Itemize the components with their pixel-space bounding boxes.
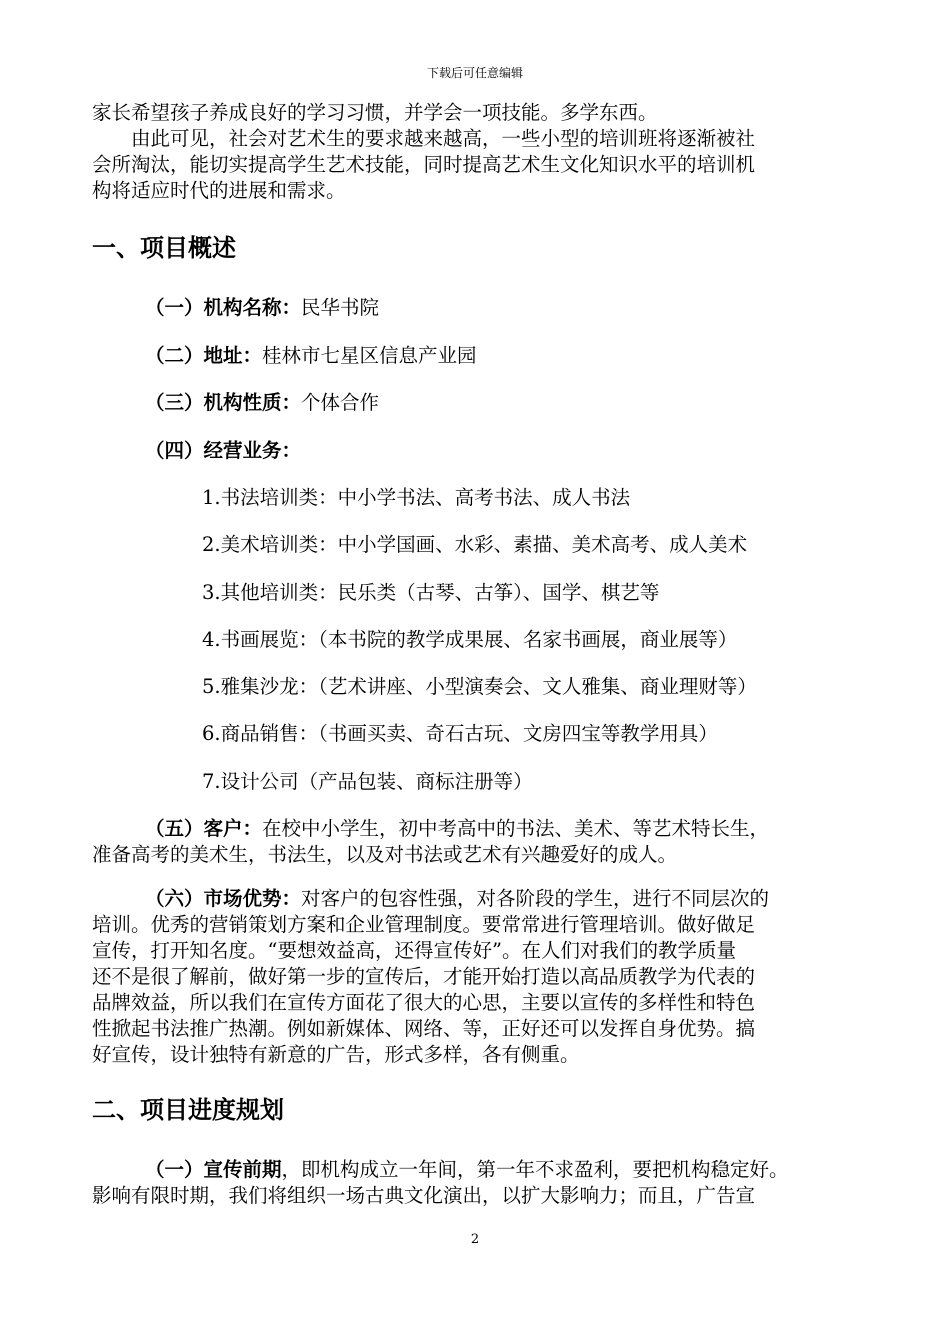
item-early-promo-line-2: 影响有限时期，我们将组织一场古典文化演出，以扩大影响力；而且，广告宣 [92, 1184, 756, 1207]
intro-line-2: 由此可见，社会对艺术生的要求越来越高，一些小型的培训班将逐渐被社 [92, 127, 756, 150]
intro-line-3: 会所淘汰，能切实提高学生艺术技能，同时提高艺术生文化知识水平的培训机 [92, 153, 756, 176]
item-business-label: （四）经营业务： [145, 439, 302, 462]
intro-line-1: 家长希望孩子养成良好的学习习惯，并学会一项技能。多学东西。 [92, 101, 658, 124]
item-clients-text: 在校中小学生，初中考高中的书法、美术、等艺术特长生， [262, 817, 770, 840]
business-item: 6.商品销售：（书画买卖、奇石古玩、文房四宝等教学用具） [202, 722, 718, 745]
page-header: 下载后可任意编辑 [426, 66, 523, 80]
item-advantage-line-1 [92, 886, 862, 912]
item-clients-line-1 [92, 816, 862, 842]
intro-line-4: 构将适应时代的进展和需求。 [92, 179, 346, 202]
item-address-label: （二）地址： [145, 344, 263, 367]
item-org-name-value: 民华书院 [301, 296, 380, 319]
item-clients-label: （五）客户： [145, 817, 263, 840]
business-item: 3.其他培训类：民乐类（古琴、古筝）、国学、棋艺等 [202, 581, 660, 604]
item-early-promo-label: （一）宣传前期 [145, 1158, 282, 1181]
item-business [145, 438, 301, 464]
item-early-promo-text: ，即机构成立一年间，第一年不求盈利，要把机构稳定好。 [281, 1158, 789, 1181]
item-clients-line-2: 准备高考的美术生，书法生，以及对书法或艺术有兴趣爱好的成人。 [92, 843, 678, 866]
item-advantage-line: 性掀起书法推广热潮。例如新媒体、网络、等，正好还可以发挥自身优势。搞 [92, 1017, 756, 1040]
item-advantage-line: 品牌效益，所以我们在宣传方面花了很大的心思，主要以宣传的多样性和特色 [92, 991, 756, 1014]
business-item: 1.书法培训类：中小学书法、高考书法、成人书法 [202, 486, 631, 509]
item-org-name [145, 295, 379, 321]
business-item: 5.雅集沙龙：（艺术讲座、小型演奏会、文人雅集、商业理财等） [202, 675, 757, 698]
item-advantage-text: 对客户的包容性强，对各阶段的学生，进行不同层次的 [301, 887, 770, 910]
item-advantage-line: 还不是很了解前，做好第一步的宣传后，才能开始打造以高品质教学为代表的 [92, 965, 756, 988]
business-item: 7.设计公司（产品包装、商标注册等） [202, 770, 533, 793]
item-address-value: 桂林市七星区信息产业园 [262, 344, 477, 367]
business-item: 2.美术培训类：中小学国画、水彩、素描、美术高考、成人美术 [202, 533, 748, 556]
item-org-nature-label: （三）机构性质： [145, 391, 302, 414]
item-org-nature [145, 390, 379, 416]
item-early-promo-line-1 [92, 1157, 862, 1183]
section-2-heading: 二、项目进度规划 [92, 1095, 284, 1124]
page-number: 2 [470, 1232, 480, 1247]
item-org-nature-value: 个体合作 [301, 391, 380, 414]
item-org-name-label: （一）机构名称： [145, 296, 302, 319]
item-advantage-line: 培训。优秀的营销策划方案和企业管理制度。要常常进行管理培训。做好做足 [92, 913, 756, 936]
item-address [145, 343, 477, 369]
business-item: 4.书画展览：（本书院的教学成果展、名家书画展，商业展等） [202, 628, 738, 651]
item-advantage-line: 宣传，打开知名度。“要想效益高，还得宣传好”。在人们对我们的教学质量 [92, 939, 736, 962]
item-advantage-label: （六）市场优势： [145, 887, 302, 910]
section-1-heading: 一、项目概述 [92, 233, 236, 262]
item-advantage-line: 好宣传，设计独特有新意的广告，形式多样，各有侧重。 [92, 1043, 580, 1066]
